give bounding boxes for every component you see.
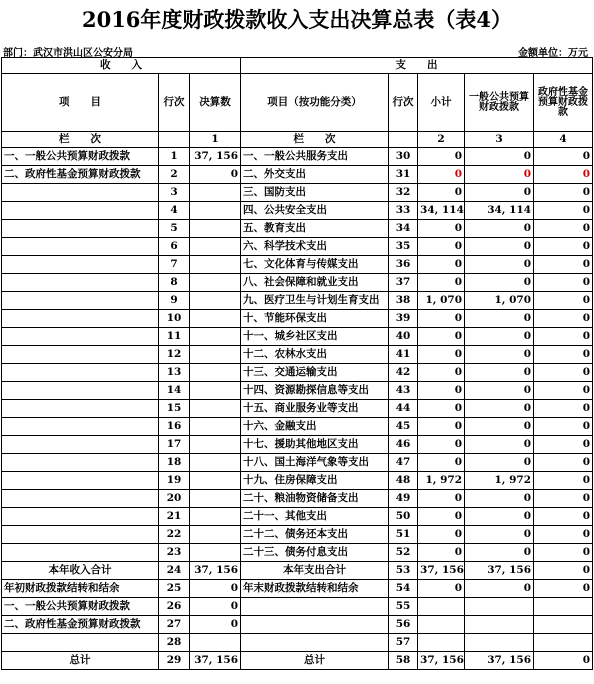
fund-budget-cell: 0	[534, 652, 593, 670]
expense-item-cell: 十五、商业服务业等支出	[241, 400, 389, 418]
fund-budget-cell: 0	[534, 454, 593, 472]
income-line-no-cell: 5	[159, 220, 190, 238]
expense-item-cell: 十九、住房保障支出	[241, 472, 389, 490]
expense-line-no-cell: 52	[389, 544, 418, 562]
general-budget-cell: 0	[465, 526, 534, 544]
general-budget-cell: 34, 114	[465, 202, 534, 220]
income-amount-cell	[190, 328, 241, 346]
table-row	[2, 238, 593, 256]
income-item-cell: 本年收入合计	[2, 562, 159, 580]
table-row	[2, 148, 593, 166]
fund-budget-cell: 0	[534, 508, 593, 526]
income-line-no-cell: 7	[159, 256, 190, 274]
general-budget-cell: 0	[465, 490, 534, 508]
general-budget-cell: 0	[465, 184, 534, 202]
expense-item-cell: 五、教育支出	[241, 220, 389, 238]
income-amount-cell	[190, 508, 241, 526]
general-budget-cell: 0	[465, 256, 534, 274]
general-budget-cell: 0	[465, 364, 534, 382]
income-item-cell	[2, 184, 159, 202]
income-amount-cell	[190, 202, 241, 220]
col-number-3: 3	[465, 132, 534, 148]
col-blank	[389, 132, 418, 148]
subtotal-cell: 0	[418, 238, 465, 256]
fund-budget-cell: 0	[534, 364, 593, 382]
income-line-no-cell: 3	[159, 184, 190, 202]
expense-item-cell: 一、一般公共服务支出	[241, 148, 389, 166]
subtotal-cell: 0	[418, 580, 465, 598]
expense-item-cell	[241, 598, 389, 616]
expense-item-cell: 二十一、其他支出	[241, 508, 389, 526]
general-budget-cell: 1, 972	[465, 472, 534, 490]
fund-budget-cell	[534, 634, 593, 652]
col-number-1: 1	[190, 132, 241, 148]
table-row	[2, 166, 593, 184]
income-line-no-cell: 12	[159, 346, 190, 364]
income-line-no-cell: 15	[159, 400, 190, 418]
general-budget-cell: 0	[465, 544, 534, 562]
fund-budget-cell: 0	[534, 562, 593, 580]
general-budget-cell: 0	[465, 508, 534, 526]
col-number-4: 4	[534, 132, 593, 148]
header-expense-item: 项目（按功能分类）	[241, 74, 389, 132]
income-line-no-cell: 21	[159, 508, 190, 526]
subtotal-cell: 0	[418, 508, 465, 526]
fund-budget-cell: 0	[534, 256, 593, 274]
fund-budget-cell: 0	[534, 472, 593, 490]
income-amount-cell	[190, 382, 241, 400]
fund-budget-cell	[534, 598, 593, 616]
subtotal-cell: 0	[418, 382, 465, 400]
income-amount-cell	[190, 184, 241, 202]
header-fund-budget: 政府性基金预算财政拨款	[534, 74, 593, 132]
income-item-cell: 总计	[2, 652, 159, 670]
expense-item-cell: 十七、援助其他地区支出	[241, 436, 389, 454]
income-item-cell	[2, 220, 159, 238]
table-row	[2, 346, 593, 364]
expense-line-no-cell: 49	[389, 490, 418, 508]
table-row	[2, 292, 593, 310]
expense-line-no-cell: 45	[389, 418, 418, 436]
income-line-no-cell: 10	[159, 310, 190, 328]
income-item-cell	[2, 490, 159, 508]
general-budget-cell: 0	[465, 310, 534, 328]
expense-line-no-cell: 39	[389, 310, 418, 328]
expense-item-cell: 七、文化体育与传媒支出	[241, 256, 389, 274]
subtotal-cell: 0	[418, 328, 465, 346]
fund-budget-cell: 0	[534, 184, 593, 202]
general-budget-cell: 0	[465, 238, 534, 256]
income-amount-cell	[190, 238, 241, 256]
col-number-2: 2	[418, 132, 465, 148]
general-budget-cell: 0	[465, 148, 534, 166]
income-item-cell	[2, 274, 159, 292]
expense-section-header: 支 出	[241, 58, 593, 74]
expense-item-cell: 二十三、债务付息支出	[241, 544, 389, 562]
expense-line-no-cell: 30	[389, 148, 418, 166]
table-row	[2, 400, 593, 418]
expense-line-no-cell: 50	[389, 508, 418, 526]
unit-label: 金额单位：万元	[518, 48, 588, 59]
fund-budget-cell: 0	[534, 166, 593, 184]
income-item-cell	[2, 400, 159, 418]
general-budget-cell: 0	[465, 220, 534, 238]
fund-budget-cell: 0	[534, 580, 593, 598]
expense-line-no-cell: 38	[389, 292, 418, 310]
fund-budget-cell: 0	[534, 490, 593, 508]
expense-line-no-cell: 51	[389, 526, 418, 544]
table-row	[2, 364, 593, 382]
expense-line-no-cell: 31	[389, 166, 418, 184]
income-line-no-cell: 11	[159, 328, 190, 346]
fund-budget-cell: 0	[534, 418, 593, 436]
income-line-no-cell: 2	[159, 166, 190, 184]
income-amount-cell	[190, 436, 241, 454]
general-budget-cell: 0	[465, 436, 534, 454]
income-item-cell	[2, 382, 159, 400]
income-item-cell	[2, 526, 159, 544]
income-line-no-cell: 29	[159, 652, 190, 670]
header-line-no: 行次	[159, 74, 190, 132]
income-item-cell	[2, 454, 159, 472]
expense-item-cell: 年末财政拨款结转和结余	[241, 580, 389, 598]
income-item-cell: 年初财政拨款结转和结余	[2, 580, 159, 598]
general-budget-cell: 0	[465, 580, 534, 598]
general-budget-cell: 1, 070	[465, 292, 534, 310]
col-label-income: 栏 次	[2, 132, 159, 148]
income-amount-cell	[190, 346, 241, 364]
income-amount-cell	[190, 310, 241, 328]
table-row	[2, 220, 593, 238]
subtotal-cell: 0	[418, 346, 465, 364]
income-line-no-cell: 23	[159, 544, 190, 562]
income-item-cell	[2, 328, 159, 346]
income-amount-cell	[190, 274, 241, 292]
subtotal-cell: 0	[418, 454, 465, 472]
fund-budget-cell: 0	[534, 328, 593, 346]
table-row	[2, 634, 593, 652]
subtotal-cell: 0	[418, 526, 465, 544]
col-blank	[159, 132, 190, 148]
income-line-no-cell: 24	[159, 562, 190, 580]
fund-budget-cell: 0	[534, 436, 593, 454]
income-item-cell	[2, 256, 159, 274]
expense-line-no-cell: 46	[389, 436, 418, 454]
header-expense-line-no: 行次	[389, 74, 418, 132]
expense-line-no-cell: 55	[389, 598, 418, 616]
subtotal-cell: 0	[418, 544, 465, 562]
expense-item-cell: 九、医疗卫生与计划生育支出	[241, 292, 389, 310]
table-row	[2, 598, 593, 616]
subtotal-cell: 0	[418, 418, 465, 436]
expense-item-cell: 六、科学技术支出	[241, 238, 389, 256]
income-line-no-cell: 6	[159, 238, 190, 256]
income-item-cell: 一、一般公共预算财政拨款	[2, 148, 159, 166]
subtotal-cell: 0	[418, 490, 465, 508]
income-amount-cell	[190, 256, 241, 274]
subtotal-cell: 0	[418, 274, 465, 292]
fund-budget-cell: 0	[534, 292, 593, 310]
expense-item-cell: 十二、农林水支出	[241, 346, 389, 364]
income-item-cell	[2, 346, 159, 364]
income-amount-cell: 37, 156	[190, 148, 241, 166]
income-amount-cell	[190, 544, 241, 562]
subtotal-cell: 37, 156	[418, 652, 465, 670]
subtotal-cell: 1, 070	[418, 292, 465, 310]
income-amount-cell: 0	[190, 616, 241, 634]
expense-line-no-cell: 36	[389, 256, 418, 274]
header-subtotal: 小计	[418, 74, 465, 132]
subtotal-cell	[418, 616, 465, 634]
fund-budget-cell: 0	[534, 148, 593, 166]
expense-line-no-cell: 57	[389, 634, 418, 652]
income-item-cell: 二、政府性基金预算财政拨款	[2, 616, 159, 634]
income-amount-cell	[190, 292, 241, 310]
income-item-cell	[2, 292, 159, 310]
table-row	[2, 562, 593, 580]
expense-line-no-cell: 35	[389, 238, 418, 256]
expense-line-no-cell: 56	[389, 616, 418, 634]
general-budget-cell: 0	[465, 454, 534, 472]
income-amount-cell: 0	[190, 580, 241, 598]
table-row	[2, 544, 593, 562]
general-budget-cell: 0	[465, 166, 534, 184]
general-budget-cell: 0	[465, 382, 534, 400]
expense-line-no-cell: 42	[389, 364, 418, 382]
expense-line-no-cell: 40	[389, 328, 418, 346]
expense-item-cell: 十三、交通运输支出	[241, 364, 389, 382]
table-row	[2, 274, 593, 292]
expense-line-no-cell: 44	[389, 400, 418, 418]
header-final-amount: 决算数	[190, 74, 241, 132]
table-row	[2, 580, 593, 598]
general-budget-cell: 0	[465, 274, 534, 292]
expense-line-no-cell: 48	[389, 472, 418, 490]
income-item-cell	[2, 202, 159, 220]
income-item-cell	[2, 310, 159, 328]
section-header-row	[2, 58, 593, 74]
fund-budget-cell: 0	[534, 220, 593, 238]
income-line-no-cell: 14	[159, 382, 190, 400]
income-line-no-cell: 1	[159, 148, 190, 166]
expense-line-no-cell: 53	[389, 562, 418, 580]
report-title: 2016年度财政拨款收入支出决算总表（表4）	[81, 7, 513, 32]
income-line-no-cell: 27	[159, 616, 190, 634]
income-line-no-cell: 4	[159, 202, 190, 220]
subtotal-cell: 0	[418, 364, 465, 382]
subtotal-cell: 1, 972	[418, 472, 465, 490]
table-row	[2, 436, 593, 454]
income-line-no-cell: 26	[159, 598, 190, 616]
income-amount-cell	[190, 220, 241, 238]
expense-line-no-cell: 41	[389, 346, 418, 364]
general-budget-cell: 0	[465, 328, 534, 346]
expense-line-no-cell: 54	[389, 580, 418, 598]
expense-item-cell: 二、外交支出	[241, 166, 389, 184]
subtotal-cell: 0	[418, 256, 465, 274]
table-row	[2, 508, 593, 526]
expense-item-cell: 十四、资源勘探信息等支出	[241, 382, 389, 400]
expense-line-no-cell: 37	[389, 274, 418, 292]
income-item-cell	[2, 418, 159, 436]
expense-item-cell: 十一、城乡社区支出	[241, 328, 389, 346]
income-item-cell	[2, 472, 159, 490]
subtotal-cell: 0	[418, 148, 465, 166]
table-row	[2, 454, 593, 472]
expense-item-cell: 八、社会保障和就业支出	[241, 274, 389, 292]
income-line-no-cell: 20	[159, 490, 190, 508]
table-row	[2, 310, 593, 328]
income-amount-cell: 0	[190, 598, 241, 616]
header-general-budget: 一般公共预算财政拨款	[465, 74, 534, 132]
subtotal-cell: 0	[418, 220, 465, 238]
general-budget-cell: 0	[465, 400, 534, 418]
expense-item-cell	[241, 616, 389, 634]
expense-item-cell: 二十、粮油物资储备支出	[241, 490, 389, 508]
fund-budget-cell: 0	[534, 544, 593, 562]
income-item-cell	[2, 364, 159, 382]
table-row	[2, 652, 593, 670]
income-amount-cell	[190, 526, 241, 544]
expense-item-cell: 四、公共安全支出	[241, 202, 389, 220]
fund-budget-cell: 0	[534, 310, 593, 328]
table-row	[2, 202, 593, 220]
expense-item-cell: 本年支出合计	[241, 562, 389, 580]
income-line-no-cell: 13	[159, 364, 190, 382]
general-budget-cell: 37, 156	[465, 562, 534, 580]
subtotal-cell: 0	[418, 310, 465, 328]
income-amount-cell	[190, 472, 241, 490]
income-line-no-cell: 9	[159, 292, 190, 310]
income-line-no-cell: 19	[159, 472, 190, 490]
table-row	[2, 184, 593, 202]
table-row	[2, 382, 593, 400]
expense-line-no-cell: 32	[389, 184, 418, 202]
table-row	[2, 256, 593, 274]
department-label: 部门：武汉市洪山区公安分局	[3, 48, 133, 59]
income-amount-cell	[190, 418, 241, 436]
income-item-cell	[2, 634, 159, 652]
general-budget-cell	[465, 616, 534, 634]
table-row	[2, 616, 593, 634]
income-amount-cell	[190, 634, 241, 652]
col-label-expense: 栏 次	[241, 132, 389, 148]
subtotal-cell	[418, 634, 465, 652]
subtotal-cell: 0	[418, 400, 465, 418]
income-line-no-cell: 17	[159, 436, 190, 454]
fund-budget-cell: 0	[534, 238, 593, 256]
table-row	[2, 526, 593, 544]
expense-item-cell: 二十二、债务还本支出	[241, 526, 389, 544]
column-header-row	[2, 74, 593, 132]
expense-item-cell: 十八、国土海洋气象等支出	[241, 454, 389, 472]
table-row	[2, 472, 593, 490]
income-amount-cell	[190, 490, 241, 508]
fund-budget-cell: 0	[534, 526, 593, 544]
income-line-no-cell: 22	[159, 526, 190, 544]
subtotal-cell: 34, 114	[418, 202, 465, 220]
general-budget-cell	[465, 634, 534, 652]
income-amount-cell: 37, 156	[190, 562, 241, 580]
fund-budget-cell: 0	[534, 400, 593, 418]
fund-budget-cell: 0	[534, 382, 593, 400]
subtotal-cell	[418, 598, 465, 616]
income-item-cell	[2, 436, 159, 454]
expense-line-no-cell: 47	[389, 454, 418, 472]
subtotal-cell: 0	[418, 166, 465, 184]
general-budget-cell	[465, 598, 534, 616]
fund-budget-cell	[534, 616, 593, 634]
income-amount-cell: 0	[190, 166, 241, 184]
table-row	[2, 328, 593, 346]
expense-item-cell: 十、节能环保支出	[241, 310, 389, 328]
income-line-no-cell: 16	[159, 418, 190, 436]
general-budget-cell: 0	[465, 418, 534, 436]
income-line-no-cell: 25	[159, 580, 190, 598]
income-item-cell: 一、一般公共预算财政拨款	[2, 598, 159, 616]
income-line-no-cell: 28	[159, 634, 190, 652]
expense-line-no-cell: 58	[389, 652, 418, 670]
expense-item-cell: 总计	[241, 652, 389, 670]
fund-budget-cell: 0	[534, 202, 593, 220]
fund-budget-cell: 0	[534, 274, 593, 292]
expense-item-cell: 十六、金融支出	[241, 418, 389, 436]
subtotal-cell: 0	[418, 184, 465, 202]
expense-line-no-cell: 33	[389, 202, 418, 220]
expense-line-no-cell: 34	[389, 220, 418, 238]
subtotal-cell: 37, 156	[418, 562, 465, 580]
expense-item-cell	[241, 634, 389, 652]
income-item-cell: 二、政府性基金预算财政拨款	[2, 166, 159, 184]
column-number-row	[2, 132, 593, 148]
expense-item-cell: 三、国防支出	[241, 184, 389, 202]
table-row	[2, 490, 593, 508]
header-item: 项 目	[2, 74, 159, 132]
general-budget-cell: 37, 156	[465, 652, 534, 670]
income-line-no-cell: 8	[159, 274, 190, 292]
fund-budget-cell: 0	[534, 346, 593, 364]
income-item-cell	[2, 238, 159, 256]
income-line-no-cell: 18	[159, 454, 190, 472]
income-amount-cell	[190, 454, 241, 472]
expense-line-no-cell: 43	[389, 382, 418, 400]
income-section-header: 收 入	[2, 58, 241, 74]
income-amount-cell: 37, 156	[190, 652, 241, 670]
income-amount-cell	[190, 364, 241, 382]
budget-table	[1, 57, 593, 670]
income-item-cell	[2, 544, 159, 562]
income-amount-cell	[190, 400, 241, 418]
table-row	[2, 418, 593, 436]
subtotal-cell: 0	[418, 436, 465, 454]
general-budget-cell: 0	[465, 346, 534, 364]
income-item-cell	[2, 508, 159, 526]
